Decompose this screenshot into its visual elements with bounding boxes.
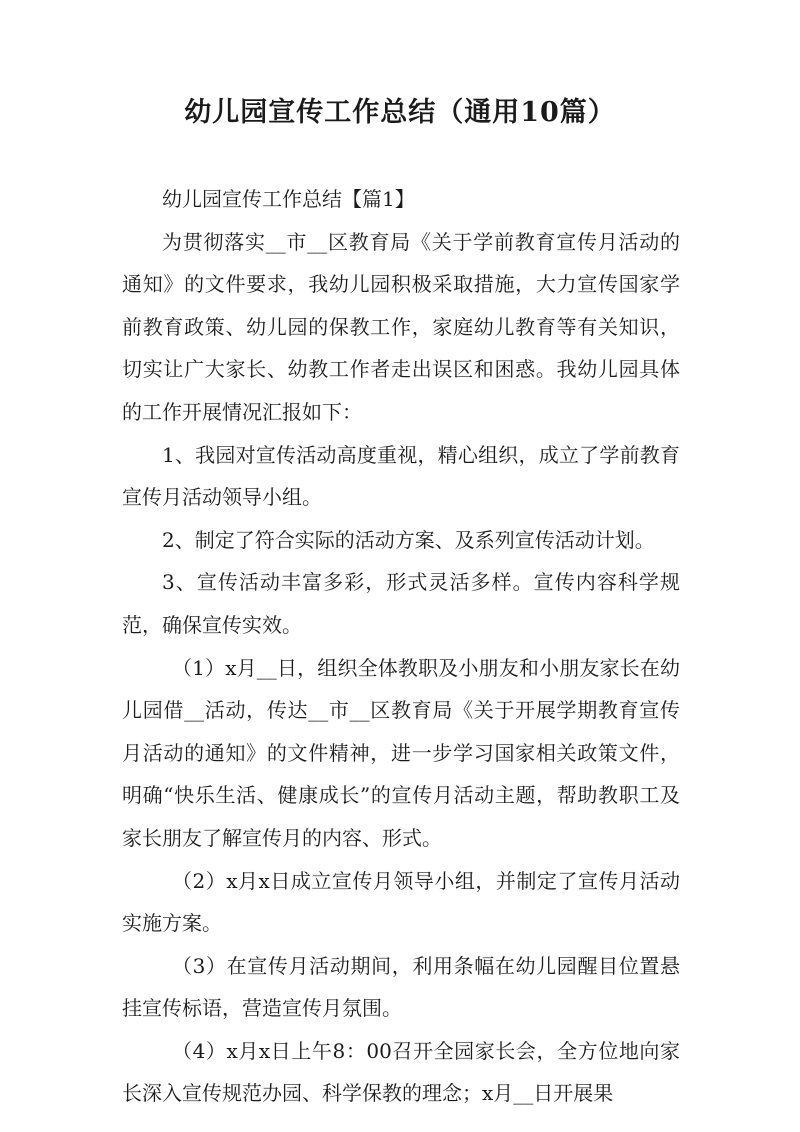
- document-body: [122, 178, 680, 1115]
- section-heading: 幼儿园宣传工作总结【篇1】: [162, 187, 415, 211]
- paragraph: （2）x月x日成立宣传月领导小组，并制定了宣传月活动实施方案。: [122, 868, 680, 936]
- paragraph: 3、宣传活动丰富多彩，形式灵活多样。宣传内容科学规范，确保宣传实效。: [122, 570, 680, 637]
- paragraph: （4）x月x日上午8：00召开全园家长会，全方位地向家长深入宣传规范办园、科学保教的理念；x月__日开展果: [122, 1038, 680, 1106]
- document-title: 幼儿园宣传工作总结（通用10篇）: [184, 97, 616, 128]
- paragraph: 1、我园对宣传活动高度重视，精心组织，成立了学前教育宣传月活动领导小组。: [122, 442, 680, 510]
- paragraph: （1）x月__日，组织全体教职及小朋友和小朋友家长在幼儿园借__活动，传达__市__区教育局《关于开展学期教育宣传月活动的通知》的文件精神，进一步学习国家相关政策文件，明确“快乐生活、健康成长”的宣传月活动主题，帮助教职工及家长朋友了解宣传月的内容、形式。: [122, 655, 680, 850]
- paragraph: 2、制定了符合实际的活动方案、及系列宣传活动计划。: [162, 527, 655, 552]
- paragraph: （3）在宣传月活动期间，利用条幅在幼儿园醒目位置悬挂宣传标语，营造宣传月氛围。: [122, 953, 680, 1021]
- paragraph: 为贯彻落实__市__区教育局《关于学前教育宣传月活动的通知》的文件要求，我幼儿园积极采取措施，大力宣传国家学前教育政策、幼儿园的保教工作，家庭幼儿教育等有关知识，切实让广大家长、幼教工作者走出误区和困惑。我幼儿园具体的工作开展情况汇报如下：: [122, 229, 680, 424]
